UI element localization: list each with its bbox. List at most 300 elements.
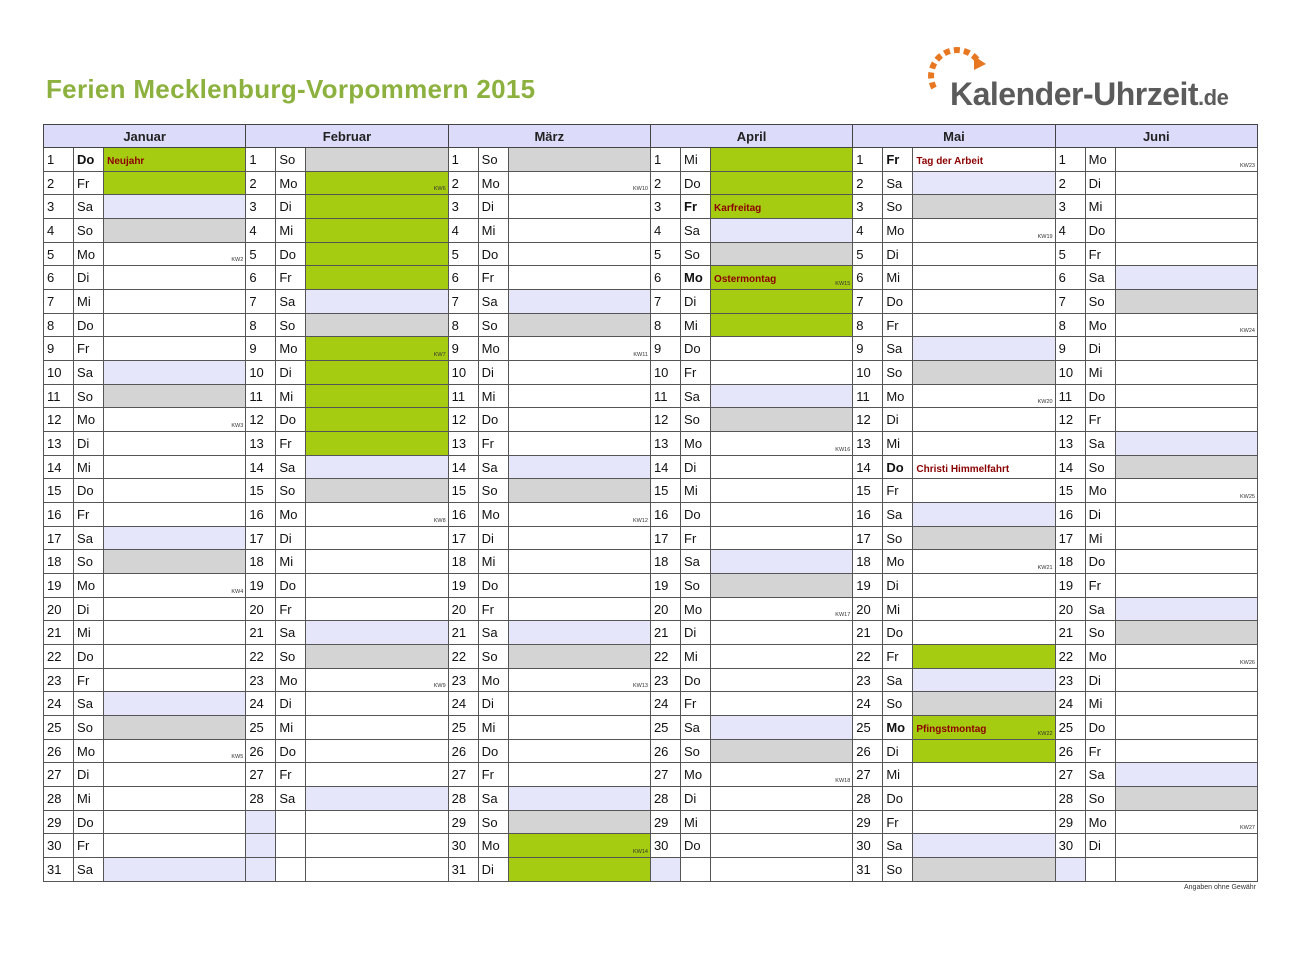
day-event xyxy=(104,171,246,195)
day-event xyxy=(104,810,246,834)
day-number: 26 xyxy=(44,739,74,763)
day-event xyxy=(711,290,853,314)
calendar-row xyxy=(44,219,1258,243)
empty-cell xyxy=(306,834,448,858)
day-number: 18 xyxy=(650,550,680,574)
weekday: Mi xyxy=(478,219,508,243)
day-number: 10 xyxy=(246,361,276,385)
day-number: 15 xyxy=(853,479,883,503)
day-number: 24 xyxy=(246,692,276,716)
weekday: So xyxy=(74,384,104,408)
weekday: Mo xyxy=(74,408,104,432)
calendar-week-label: KW12 xyxy=(632,517,648,524)
day-event xyxy=(508,408,650,432)
day-number: 28 xyxy=(853,787,883,811)
day-number: 18 xyxy=(853,550,883,574)
weekday: Do xyxy=(681,668,711,692)
day-number: 18 xyxy=(1055,550,1085,574)
day-event xyxy=(1115,242,1257,266)
day-event xyxy=(306,455,448,479)
month-header: März xyxy=(448,125,650,148)
day-number: 15 xyxy=(650,479,680,503)
day-number: 12 xyxy=(44,408,74,432)
day-number: 7 xyxy=(448,290,478,314)
day-event xyxy=(1115,266,1257,290)
weekday: Di xyxy=(478,195,508,219)
weekday: So xyxy=(1085,290,1115,314)
calendar-week-label: KW6 xyxy=(433,186,446,193)
calendar-table xyxy=(43,124,1258,882)
day-event xyxy=(913,810,1055,834)
weekday: Di xyxy=(883,574,913,598)
day-event xyxy=(913,337,1055,361)
calendar-row xyxy=(44,408,1258,432)
day-number: 29 xyxy=(44,810,74,834)
day-number: 17 xyxy=(1055,526,1085,550)
weekday: Fr xyxy=(681,195,711,219)
weekday: Di xyxy=(478,692,508,716)
day-number: 20 xyxy=(650,597,680,621)
weekday: So xyxy=(681,574,711,598)
calendar-row xyxy=(44,195,1258,219)
weekday: So xyxy=(478,645,508,669)
weekday: Di xyxy=(1085,171,1115,195)
weekday: Sa xyxy=(276,290,306,314)
empty-cell xyxy=(306,858,448,882)
month-header: Februar xyxy=(246,125,448,148)
day-event xyxy=(306,716,448,740)
day-event xyxy=(913,550,1055,574)
day-number: 27 xyxy=(44,763,74,787)
day-event xyxy=(913,479,1055,503)
day-number: 25 xyxy=(44,716,74,740)
day-event xyxy=(306,597,448,621)
month-header: Januar xyxy=(44,125,246,148)
weekday: Sa xyxy=(478,290,508,314)
weekday: Fr xyxy=(1085,574,1115,598)
day-event xyxy=(1115,479,1257,503)
calendar-row xyxy=(44,479,1258,503)
weekday: So xyxy=(478,313,508,337)
day-event xyxy=(1115,337,1257,361)
weekday: So xyxy=(276,313,306,337)
weekday: Do xyxy=(478,242,508,266)
day-event xyxy=(508,219,650,243)
weekday: Mi xyxy=(478,550,508,574)
calendar-body xyxy=(44,148,1258,882)
weekday: Do xyxy=(883,455,913,479)
day-number: 15 xyxy=(44,479,74,503)
day-number: 5 xyxy=(246,242,276,266)
weekday: Di xyxy=(681,455,711,479)
day-number: 26 xyxy=(650,739,680,763)
day-number: 3 xyxy=(853,195,883,219)
calendar-row xyxy=(44,432,1258,456)
calendar-week-label: KW27 xyxy=(1240,825,1255,832)
day-number: 24 xyxy=(44,692,74,716)
day-number: 2 xyxy=(246,171,276,195)
day-event xyxy=(104,716,246,740)
day-event xyxy=(711,526,853,550)
calendar-row xyxy=(44,621,1258,645)
day-event xyxy=(306,692,448,716)
weekday: Di xyxy=(74,266,104,290)
logo-text: Kalender-Uhrzeit xyxy=(950,76,1199,112)
day-number: 1 xyxy=(853,148,883,172)
weekday: So xyxy=(883,526,913,550)
weekday: Mi xyxy=(681,810,711,834)
day-number: 30 xyxy=(448,834,478,858)
day-number: 23 xyxy=(650,668,680,692)
day-number: 18 xyxy=(448,550,478,574)
weekday: So xyxy=(883,361,913,385)
empty-cell xyxy=(276,834,306,858)
day-number: 25 xyxy=(448,716,478,740)
day-event xyxy=(508,148,650,172)
empty-cell xyxy=(246,810,276,834)
day-number: 10 xyxy=(44,361,74,385)
weekday: So xyxy=(1085,455,1115,479)
weekday: Mi xyxy=(883,266,913,290)
day-number: 19 xyxy=(246,574,276,598)
weekday: Mi xyxy=(74,787,104,811)
weekday: So xyxy=(478,810,508,834)
day-number: 8 xyxy=(448,313,478,337)
calendar-row xyxy=(44,313,1258,337)
day-number: 25 xyxy=(853,716,883,740)
weekday: Sa xyxy=(883,834,913,858)
day-number: 22 xyxy=(853,645,883,669)
day-event xyxy=(508,692,650,716)
day-number: 31 xyxy=(44,858,74,882)
day-event xyxy=(306,739,448,763)
day-event xyxy=(1115,384,1257,408)
day-number: 23 xyxy=(246,668,276,692)
day-event xyxy=(913,834,1055,858)
weekday: Mi xyxy=(883,597,913,621)
weekday: Mo xyxy=(478,503,508,527)
day-number: 30 xyxy=(853,834,883,858)
day-number: 19 xyxy=(650,574,680,598)
logo-tld: .de xyxy=(1198,85,1229,110)
day-event xyxy=(104,337,246,361)
weekday: Mo xyxy=(1085,479,1115,503)
day-number: 21 xyxy=(246,621,276,645)
calendar-row xyxy=(44,692,1258,716)
day-number: 1 xyxy=(246,148,276,172)
day-number: 23 xyxy=(853,668,883,692)
day-event xyxy=(913,171,1055,195)
day-event xyxy=(104,408,246,432)
day-event xyxy=(711,432,853,456)
weekday: So xyxy=(276,148,306,172)
day-event xyxy=(913,787,1055,811)
weekday: So xyxy=(478,479,508,503)
day-number: 13 xyxy=(853,432,883,456)
weekday: So xyxy=(74,716,104,740)
weekday: Sa xyxy=(276,787,306,811)
day-event xyxy=(508,763,650,787)
day-number: 6 xyxy=(44,266,74,290)
empty-cell xyxy=(1115,858,1257,882)
weekday: Di xyxy=(1085,503,1115,527)
day-event xyxy=(1115,716,1257,740)
weekday: So xyxy=(883,692,913,716)
day-number: 14 xyxy=(1055,455,1085,479)
day-number: 10 xyxy=(1055,361,1085,385)
day-event xyxy=(913,313,1055,337)
day-number: 21 xyxy=(650,621,680,645)
day-event xyxy=(711,550,853,574)
day-event xyxy=(508,834,650,858)
day-number: 1 xyxy=(44,148,74,172)
empty-cell xyxy=(246,834,276,858)
day-event xyxy=(508,479,650,503)
weekday: Sa xyxy=(1085,763,1115,787)
calendar-week-label: KW9 xyxy=(433,683,446,690)
day-number: 29 xyxy=(650,810,680,834)
day-event xyxy=(1115,148,1257,172)
weekday: Do xyxy=(276,242,306,266)
day-event xyxy=(913,574,1055,598)
empty-cell xyxy=(681,858,711,882)
weekday: Mo xyxy=(681,432,711,456)
day-event xyxy=(306,763,448,787)
day-number: 11 xyxy=(853,384,883,408)
calendar-week-label: KW3 xyxy=(231,423,244,430)
day-number: 17 xyxy=(448,526,478,550)
calendar-week-label: KW15 xyxy=(835,281,851,288)
day-number: 9 xyxy=(448,337,478,361)
weekday: Fr xyxy=(883,313,913,337)
calendar-week-label: KW26 xyxy=(1240,659,1255,666)
day-number: 25 xyxy=(1055,716,1085,740)
calendar-week-label: KW8 xyxy=(433,517,446,524)
day-event xyxy=(508,313,650,337)
weekday: Mo xyxy=(478,171,508,195)
day-event xyxy=(711,313,853,337)
day-event xyxy=(104,787,246,811)
day-event xyxy=(104,195,246,219)
weekday: Mo xyxy=(276,171,306,195)
weekday: Di xyxy=(478,858,508,882)
calendar-row xyxy=(44,550,1258,574)
holiday-name: Tag der Arbeit xyxy=(916,155,984,167)
day-event xyxy=(508,716,650,740)
day-number: 28 xyxy=(650,787,680,811)
day-number: 9 xyxy=(650,337,680,361)
day-event xyxy=(913,621,1055,645)
weekday: Sa xyxy=(478,455,508,479)
day-number: 25 xyxy=(650,716,680,740)
day-number: 28 xyxy=(246,787,276,811)
day-number: 10 xyxy=(448,361,478,385)
day-number: 13 xyxy=(650,432,680,456)
weekday: Fr xyxy=(276,763,306,787)
weekday: Mo xyxy=(883,384,913,408)
day-event xyxy=(508,195,650,219)
weekday: Mi xyxy=(74,621,104,645)
weekday: Sa xyxy=(74,692,104,716)
day-event xyxy=(306,242,448,266)
weekday: Sa xyxy=(1085,597,1115,621)
day-number: 21 xyxy=(448,621,478,645)
weekday: Sa xyxy=(883,337,913,361)
day-event xyxy=(711,266,853,290)
day-event xyxy=(1115,361,1257,385)
day-event xyxy=(104,739,246,763)
weekday: Sa xyxy=(1085,432,1115,456)
weekday: So xyxy=(681,408,711,432)
weekday: Sa xyxy=(276,455,306,479)
weekday: So xyxy=(681,739,711,763)
day-event xyxy=(306,219,448,243)
day-event xyxy=(1115,645,1257,669)
day-number: 24 xyxy=(1055,692,1085,716)
day-event xyxy=(1115,692,1257,716)
day-event xyxy=(1115,526,1257,550)
day-event xyxy=(104,242,246,266)
day-number: 20 xyxy=(448,597,478,621)
day-number: 22 xyxy=(246,645,276,669)
day-number: 26 xyxy=(448,739,478,763)
weekday: Di xyxy=(74,763,104,787)
weekday: Mi xyxy=(681,313,711,337)
day-number: 23 xyxy=(448,668,478,692)
calendar-week-label: KW21 xyxy=(1037,565,1053,572)
day-number: 19 xyxy=(44,574,74,598)
calendar-week-label: KW18 xyxy=(835,778,851,785)
day-number: 17 xyxy=(650,526,680,550)
weekday: So xyxy=(1085,787,1115,811)
day-event xyxy=(104,574,246,598)
weekday: Fr xyxy=(1085,242,1115,266)
day-number: 18 xyxy=(246,550,276,574)
day-number: 28 xyxy=(1055,787,1085,811)
day-event xyxy=(1115,621,1257,645)
day-event xyxy=(913,290,1055,314)
weekday: Fr xyxy=(883,645,913,669)
calendar-row xyxy=(44,361,1258,385)
day-number: 5 xyxy=(448,242,478,266)
day-event xyxy=(104,645,246,669)
weekday: Mi xyxy=(276,219,306,243)
weekday: Fr xyxy=(74,503,104,527)
month-header: Juni xyxy=(1055,125,1257,148)
kalender-uhrzeit-logo[interactable] xyxy=(920,44,1250,114)
day-number: 21 xyxy=(1055,621,1085,645)
day-event xyxy=(508,266,650,290)
day-number: 11 xyxy=(650,384,680,408)
weekday: Fr xyxy=(681,692,711,716)
day-event xyxy=(1115,432,1257,456)
weekday: So xyxy=(276,479,306,503)
day-event xyxy=(913,195,1055,219)
weekday: Do xyxy=(681,337,711,361)
weekday: Mi xyxy=(681,148,711,172)
day-number: 31 xyxy=(448,858,478,882)
day-event xyxy=(104,432,246,456)
day-event xyxy=(913,384,1055,408)
disclaimer: Angaben ohne Gewähr xyxy=(1184,884,1256,891)
calendar-row xyxy=(44,337,1258,361)
calendar-row xyxy=(44,810,1258,834)
day-event xyxy=(1115,834,1257,858)
day-number: 20 xyxy=(44,597,74,621)
empty-cell xyxy=(246,858,276,882)
day-number: 9 xyxy=(246,337,276,361)
weekday: Do xyxy=(74,148,104,172)
day-number: 26 xyxy=(853,739,883,763)
day-number: 17 xyxy=(44,526,74,550)
weekday: Di xyxy=(74,432,104,456)
day-event xyxy=(104,455,246,479)
weekday: Mi xyxy=(1085,361,1115,385)
day-event xyxy=(913,455,1055,479)
day-event xyxy=(711,384,853,408)
weekday: Mo xyxy=(276,337,306,361)
day-number: 12 xyxy=(853,408,883,432)
day-number: 8 xyxy=(44,313,74,337)
calendar-row xyxy=(44,597,1258,621)
weekday: Do xyxy=(478,408,508,432)
day-event xyxy=(711,171,853,195)
weekday: Mi xyxy=(276,384,306,408)
day-event xyxy=(508,526,650,550)
day-event xyxy=(711,503,853,527)
weekday: Sa xyxy=(478,621,508,645)
day-event xyxy=(711,621,853,645)
day-event xyxy=(508,432,650,456)
day-event xyxy=(711,692,853,716)
day-number: 21 xyxy=(853,621,883,645)
day-number: 4 xyxy=(448,219,478,243)
day-number: 14 xyxy=(650,455,680,479)
day-event xyxy=(306,408,448,432)
weekday: Do xyxy=(74,479,104,503)
weekday: Do xyxy=(74,810,104,834)
weekday: Fr xyxy=(478,763,508,787)
day-number: 17 xyxy=(853,526,883,550)
day-event xyxy=(1115,739,1257,763)
weekday: Mo xyxy=(883,716,913,740)
weekday: Mo xyxy=(883,550,913,574)
weekday: Mo xyxy=(74,242,104,266)
day-number: 14 xyxy=(246,455,276,479)
day-number: 4 xyxy=(44,219,74,243)
day-event xyxy=(306,574,448,598)
day-event xyxy=(104,384,246,408)
day-number: 3 xyxy=(448,195,478,219)
weekday: Fr xyxy=(681,361,711,385)
day-event xyxy=(508,574,650,598)
day-event xyxy=(1115,574,1257,598)
calendar-row xyxy=(44,858,1258,882)
calendar-row xyxy=(44,455,1258,479)
day-event xyxy=(306,313,448,337)
day-event xyxy=(306,787,448,811)
day-event xyxy=(913,692,1055,716)
day-number: 8 xyxy=(853,313,883,337)
day-number: 22 xyxy=(1055,645,1085,669)
weekday: So xyxy=(478,148,508,172)
day-event xyxy=(508,787,650,811)
weekday: Do xyxy=(1085,384,1115,408)
weekday: Di xyxy=(276,692,306,716)
day-event xyxy=(508,668,650,692)
calendar-row xyxy=(44,834,1258,858)
weekday: Di xyxy=(1085,834,1115,858)
